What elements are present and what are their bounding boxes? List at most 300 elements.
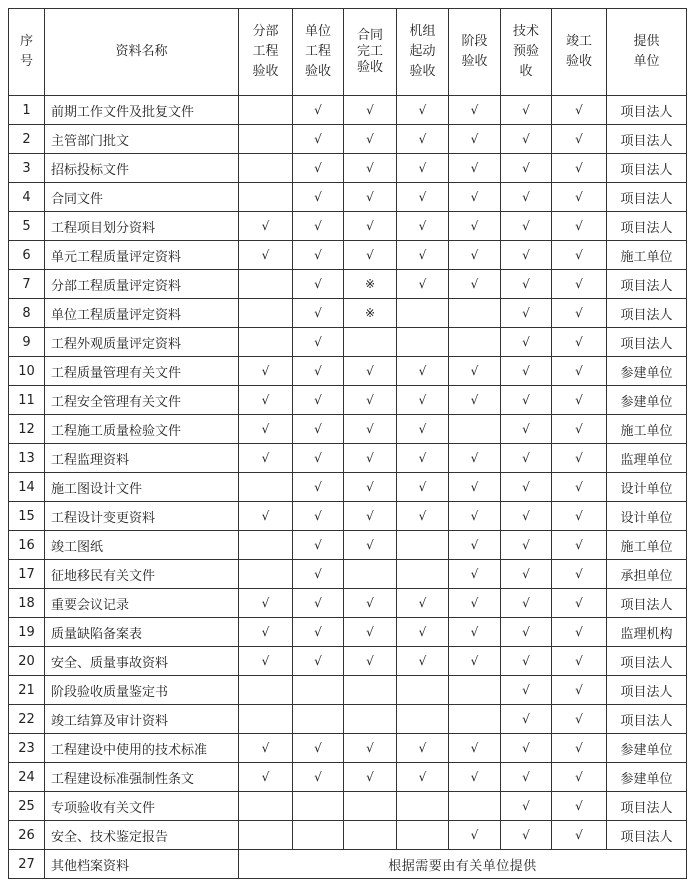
table-row [9,299,687,328]
table-row [9,734,687,763]
row-name: 工程监理资料 [45,444,239,473]
table-row [9,357,687,386]
row-mark-stage-4: √ [397,589,449,618]
row-mark-stage-4: √ [397,241,449,270]
row-provider: 项目法人 [607,792,687,821]
header-seq-line: 号 [19,54,33,69]
row-mark-stage-5 [449,676,501,705]
row-mark-stage-1: √ [239,763,293,792]
row-number: 24 [9,763,45,792]
table-row [9,647,687,676]
header-line: 预验 [512,44,539,59]
row-mark-stage-1: √ [239,589,293,618]
row-mark-stage-1: √ [239,647,293,676]
row-mark-stage-7: √ [552,386,607,415]
row-name: 质量缺陷备案表 [45,618,239,647]
row-mark-stage-4: √ [397,270,449,299]
row-number: 16 [9,531,45,560]
row-number: 1 [9,96,45,125]
row-provider: 设计单位 [607,473,687,502]
row-mark-stage-1 [239,96,293,125]
row-provider: 施工单位 [607,531,687,560]
row-mark-stage-3: √ [344,212,397,241]
row-provider: 施工单位 [607,415,687,444]
row-number: 25 [9,792,45,821]
row-mark-stage-2: √ [293,647,344,676]
table-row [9,560,687,589]
row-mark-stage-5: √ [449,589,501,618]
row-mark-stage-7: √ [552,241,607,270]
row-name: 单位工程质量评定资料 [45,299,239,328]
row-mark-stage-4: √ [397,183,449,212]
row-mark-stage-4 [397,531,449,560]
row-mark-stage-7: √ [552,560,607,589]
row-provider: 项目法人 [607,212,687,241]
row-mark-stage-2: √ [293,618,344,647]
row-mark-stage-1 [239,473,293,502]
row-name: 工程施工质量检验文件 [45,415,239,444]
row-provider: 项目法人 [607,154,687,183]
row-mark-stage-5: √ [449,270,501,299]
row-mark-stage-4: √ [397,502,449,531]
row-mark-stage-3: √ [344,357,397,386]
row-mark-stage-2: √ [293,154,344,183]
row-mark-stage-5: √ [449,734,501,763]
header-provider [607,9,687,96]
row-mark-stage-3: √ [344,647,397,676]
header-stage-4 [397,9,449,96]
row-mark-stage-7: √ [552,212,607,241]
row-mark-stage-2: √ [293,212,344,241]
row-name: 前期工作文件及批复文件 [45,96,239,125]
row-mark-stage-5: √ [449,386,501,415]
row-mark-stage-7: √ [552,125,607,154]
header-stage-6 [501,9,552,96]
row-number: 17 [9,560,45,589]
row-number: 19 [9,618,45,647]
row-name: 征地移民有关文件 [45,560,239,589]
row-mark-stage-6: √ [501,821,552,850]
row-mark-stage-7: √ [552,270,607,299]
row-mark-stage-3: √ [344,734,397,763]
row-mark-stage-1 [239,531,293,560]
row-mark-stage-2: √ [293,183,344,212]
row-mark-stage-1: √ [239,415,293,444]
row-mark-stage-7: √ [552,299,607,328]
row-mark-stage-2: √ [293,125,344,154]
row-mark-stage-5 [449,705,501,734]
row-mark-stage-6: √ [501,647,552,676]
row-mark-stage-3: ※ [344,299,397,328]
row-mark-stage-6: √ [501,328,552,357]
row-mark-stage-4 [397,792,449,821]
row-mark-stage-3: √ [344,618,397,647]
row-mark-stage-5: √ [449,821,501,850]
header-line: 分部 [252,24,279,39]
row-name: 其他档案资料 [45,850,239,879]
row-mark-stage-2: √ [293,357,344,386]
row-mark-stage-2: √ [293,763,344,792]
row-mark-stage-6: √ [501,589,552,618]
row-mark-stage-1 [239,560,293,589]
row-name: 竣工图纸 [45,531,239,560]
table-row [9,415,687,444]
row-mark-stage-4: √ [397,444,449,473]
row-mark-stage-6: √ [501,502,552,531]
row-mark-stage-6: √ [501,734,552,763]
row-mark-stage-7: √ [552,328,607,357]
row-mark-stage-2 [293,705,344,734]
row-mark-stage-4: √ [397,763,449,792]
row-mark-stage-6: √ [501,270,552,299]
row-mark-stage-5: √ [449,357,501,386]
row-name: 工程安全管理有关文件 [45,386,239,415]
row-mark-stage-3: √ [344,473,397,502]
row-mark-stage-1 [239,328,293,357]
row-mark-stage-1 [239,676,293,705]
row-mark-stage-4: √ [397,734,449,763]
row-name: 工程建设标准强制性条文 [45,763,239,792]
row-mark-stage-5: √ [449,531,501,560]
row-mark-stage-7: √ [552,415,607,444]
row-mark-stage-4: √ [397,647,449,676]
row-number: 21 [9,676,45,705]
table-row [9,531,687,560]
row-mark-stage-2: √ [293,328,344,357]
row-mark-stage-1 [239,705,293,734]
table-row [9,502,687,531]
row-mark-stage-3: √ [344,444,397,473]
row-provider: 参建单位 [607,734,687,763]
row-provider: 监理单位 [607,444,687,473]
row-number: 22 [9,705,45,734]
row-provider: 项目法人 [607,96,687,125]
row-provider: 项目法人 [607,647,687,676]
row-mark-stage-4: √ [397,125,449,154]
table-row [9,270,687,299]
row-mark-stage-5 [449,792,501,821]
row-name: 安全、技术鉴定报告 [45,821,239,850]
row-mark-stage-5: √ [449,473,501,502]
row-mark-stage-7: √ [552,589,607,618]
row-provider: 参建单位 [607,763,687,792]
row-mark-stage-1 [239,125,293,154]
row-mark-stage-4: √ [397,473,449,502]
row-mark-stage-7: √ [552,792,607,821]
header-line: 技术 [512,24,539,39]
row-provider: 项目法人 [607,125,687,154]
header-stage-2 [293,9,344,96]
row-mark-stage-3: √ [344,386,397,415]
row-note: 根据需要由有关单位提供 [239,850,687,879]
row-mark-stage-4 [397,705,449,734]
row-mark-stage-5: √ [449,212,501,241]
row-mark-stage-3: √ [344,241,397,270]
row-number: 8 [9,299,45,328]
header-line: 验收 [304,64,331,79]
table-row [9,618,687,647]
row-mark-stage-2: √ [293,560,344,589]
row-provider: 项目法人 [607,328,687,357]
row-mark-stage-2: √ [293,589,344,618]
row-mark-stage-1 [239,183,293,212]
row-mark-stage-7: √ [552,618,607,647]
row-mark-stage-3: √ [344,125,397,154]
header-stage-1 [239,9,293,96]
row-number: 13 [9,444,45,473]
header-line: 单位 [633,54,660,69]
row-number: 3 [9,154,45,183]
row-mark-stage-4 [397,560,449,589]
row-mark-stage-7: √ [552,734,607,763]
table-row [9,328,687,357]
row-number: 20 [9,647,45,676]
row-mark-stage-3 [344,676,397,705]
table-row [9,183,687,212]
row-provider: 项目法人 [607,270,687,299]
row-mark-stage-7: √ [552,502,607,531]
header-stage-5 [449,9,501,96]
header-line: 收 [519,64,533,79]
row-mark-stage-6: √ [501,473,552,502]
row-mark-stage-3 [344,705,397,734]
row-mark-stage-4: √ [397,96,449,125]
table-row [9,676,687,705]
row-name: 工程建设中使用的技术标准 [45,734,239,763]
row-mark-stage-6: √ [501,444,552,473]
header-name: 资料名称 [45,9,239,96]
row-mark-stage-2: √ [293,96,344,125]
row-mark-stage-7: √ [552,357,607,386]
row-mark-stage-2: √ [293,734,344,763]
row-number: 15 [9,502,45,531]
header-seq-line: 序 [19,34,33,49]
row-mark-stage-3 [344,792,397,821]
row-number: 26 [9,821,45,850]
table-row [9,792,687,821]
row-mark-stage-7: √ [552,763,607,792]
row-number: 7 [9,270,45,299]
table-row [9,125,687,154]
row-mark-stage-6: √ [501,705,552,734]
row-provider: 参建单位 [607,357,687,386]
row-mark-stage-3 [344,560,397,589]
row-mark-stage-4 [397,821,449,850]
row-mark-stage-1 [239,299,293,328]
table-row [9,96,687,125]
row-number: 12 [9,415,45,444]
row-mark-stage-6: √ [501,183,552,212]
row-name: 施工图设计文件 [45,473,239,502]
row-mark-stage-3: ※ [344,270,397,299]
row-provider: 项目法人 [607,676,687,705]
header-line: 机组 [409,24,436,39]
row-mark-stage-2: √ [293,415,344,444]
row-mark-stage-5: √ [449,154,501,183]
row-mark-stage-3: √ [344,589,397,618]
row-mark-stage-6: √ [501,386,552,415]
row-mark-stage-2 [293,821,344,850]
row-mark-stage-3: √ [344,183,397,212]
row-mark-stage-6: √ [501,212,552,241]
row-name: 安全、质量事故资料 [45,647,239,676]
row-mark-stage-6: √ [501,676,552,705]
table-row [9,212,687,241]
row-mark-stage-5: √ [449,125,501,154]
row-mark-stage-3: √ [344,502,397,531]
row-provider: 施工单位 [607,241,687,270]
row-mark-stage-6: √ [501,415,552,444]
row-mark-stage-3 [344,328,397,357]
row-name: 竣工结算及审计资料 [45,705,239,734]
row-number: 2 [9,125,45,154]
header-line: 完工 [356,44,383,59]
header-row [9,9,687,96]
row-provider: 参建单位 [607,386,687,415]
header-line: 合同 [356,28,383,43]
header-line: 竣工 [565,34,592,49]
table-row [9,386,687,415]
row-name: 主管部门批文 [45,125,239,154]
row-provider: 项目法人 [607,821,687,850]
row-mark-stage-4: √ [397,212,449,241]
row-mark-stage-5: √ [449,96,501,125]
row-mark-stage-7: √ [552,473,607,502]
row-name: 招标投标文件 [45,154,239,183]
row-name: 工程项目划分资料 [45,212,239,241]
table-row [9,850,687,879]
header-line: 阶段 [461,34,488,49]
row-name: 合同文件 [45,183,239,212]
row-number: 14 [9,473,45,502]
row-mark-stage-7: √ [552,705,607,734]
row-mark-stage-7: √ [552,531,607,560]
row-mark-stage-1: √ [239,444,293,473]
row-mark-stage-6: √ [501,96,552,125]
row-number: 23 [9,734,45,763]
table-row [9,154,687,183]
table-row [9,589,687,618]
header-line: 验收 [461,54,488,69]
row-number: 9 [9,328,45,357]
header-line: 验收 [565,54,592,69]
row-mark-stage-5: √ [449,647,501,676]
row-name: 工程设计变更资料 [45,502,239,531]
row-mark-stage-6: √ [501,125,552,154]
row-mark-stage-5: √ [449,444,501,473]
row-provider: 设计单位 [607,502,687,531]
row-number: 4 [9,183,45,212]
row-mark-stage-5 [449,328,501,357]
row-name: 阶段验收质量鉴定书 [45,676,239,705]
row-mark-stage-4 [397,676,449,705]
header-seq [9,9,45,96]
row-mark-stage-2: √ [293,241,344,270]
row-name: 工程质量管理有关文件 [45,357,239,386]
row-mark-stage-1: √ [239,241,293,270]
row-mark-stage-2 [293,676,344,705]
row-mark-stage-2 [293,792,344,821]
row-mark-stage-5 [449,299,501,328]
row-mark-stage-7: √ [552,183,607,212]
row-mark-stage-4 [397,328,449,357]
row-mark-stage-1: √ [239,502,293,531]
row-mark-stage-6: √ [501,299,552,328]
header-line: 工程 [252,44,279,59]
row-mark-stage-5: √ [449,560,501,589]
table-body [9,96,687,850]
header-stage-7 [552,9,607,96]
row-mark-stage-1: √ [239,357,293,386]
row-mark-stage-1 [239,792,293,821]
row-mark-stage-4: √ [397,154,449,183]
row-mark-stage-5: √ [449,241,501,270]
row-provider: 监理机构 [607,618,687,647]
row-mark-stage-2: √ [293,502,344,531]
row-mark-stage-1: √ [239,386,293,415]
row-mark-stage-3: √ [344,531,397,560]
row-number: 18 [9,589,45,618]
row-provider: 项目法人 [607,589,687,618]
row-mark-stage-1 [239,821,293,850]
row-number: 6 [9,241,45,270]
row-mark-stage-7: √ [552,96,607,125]
row-provider: 项目法人 [607,183,687,212]
row-mark-stage-1 [239,154,293,183]
row-mark-stage-4: √ [397,357,449,386]
row-number: 27 [9,850,45,879]
row-name: 工程外观质量评定资料 [45,328,239,357]
table-row [9,821,687,850]
row-mark-stage-3: √ [344,154,397,183]
row-mark-stage-6: √ [501,531,552,560]
row-mark-stage-4: √ [397,415,449,444]
row-mark-stage-5: √ [449,502,501,531]
row-mark-stage-5: √ [449,763,501,792]
row-mark-stage-6: √ [501,357,552,386]
row-name: 分部工程质量评定资料 [45,270,239,299]
row-mark-stage-7: √ [552,676,607,705]
row-name: 重要会议记录 [45,589,239,618]
row-mark-stage-7: √ [552,444,607,473]
row-mark-stage-5: √ [449,183,501,212]
row-provider: 项目法人 [607,705,687,734]
row-number: 11 [9,386,45,415]
row-name: 单元工程质量评定资料 [45,241,239,270]
header-line: 单位 [304,24,331,39]
row-mark-stage-6: √ [501,154,552,183]
row-mark-stage-7: √ [552,821,607,850]
header-line: 起动 [409,44,436,59]
row-mark-stage-1 [239,270,293,299]
table-row [9,473,687,502]
header-line: 工程 [304,44,331,59]
row-mark-stage-1: √ [239,618,293,647]
row-mark-stage-2: √ [293,270,344,299]
table-row [9,444,687,473]
row-mark-stage-1: √ [239,734,293,763]
table-row [9,705,687,734]
row-mark-stage-6: √ [501,618,552,647]
row-mark-stage-3: √ [344,415,397,444]
row-name: 专项验收有关文件 [45,792,239,821]
row-mark-stage-1: √ [239,212,293,241]
row-mark-stage-5: √ [449,618,501,647]
table-row [9,763,687,792]
row-mark-stage-6: √ [501,792,552,821]
header-line: 提供 [633,34,660,49]
row-mark-stage-5 [449,415,501,444]
